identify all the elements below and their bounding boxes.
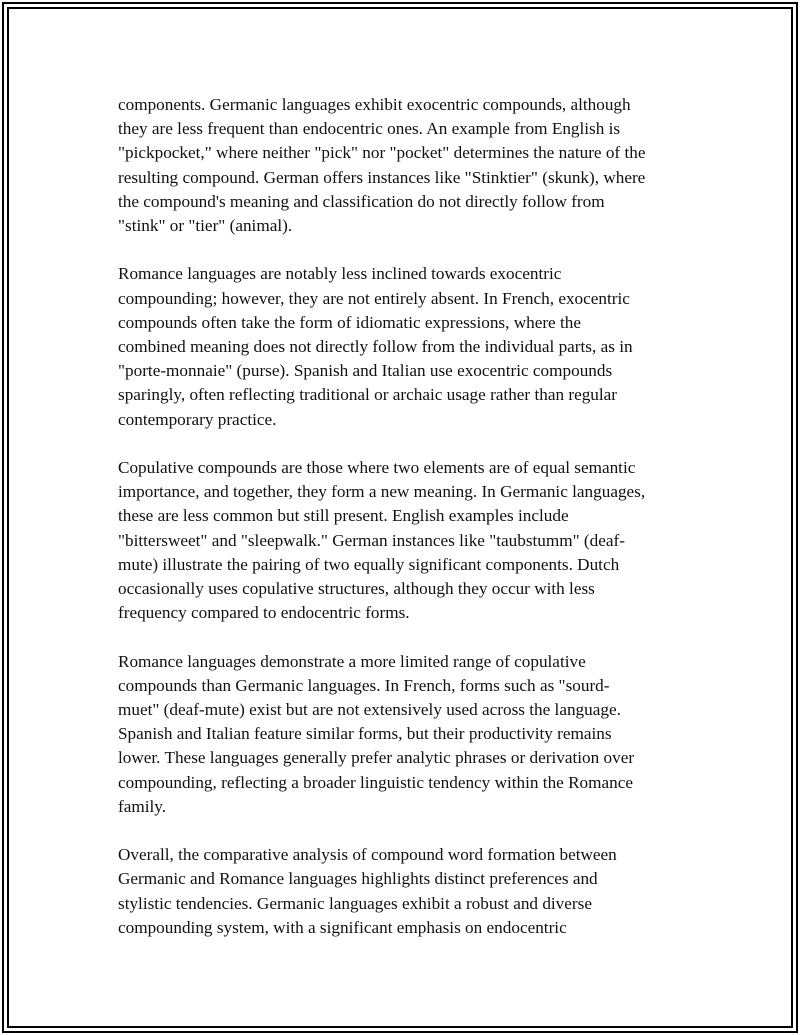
text-line: frequency compared to endocentric forms.: [118, 603, 410, 623]
text-line: family.: [118, 796, 167, 816]
text-line: stylistic tendencies. Germanic languages exhibit a robust and diverse: [118, 893, 592, 913]
text-line: Overall, the comparative analysis of compound word formation between: [118, 845, 617, 865]
text-line: mute) illustrate the pairing of two equally significant components. Dutch: [118, 554, 620, 574]
document-body: [118, 93, 688, 964]
text-line: Romance languages demonstrate a more limited range of copulative: [118, 651, 586, 671]
text-line: compounding, reflecting a broader linguistic tendency within the Romance: [118, 772, 633, 792]
text-line: muet" (deaf-mute) exist but are not extensively used across the language.: [118, 700, 621, 720]
text-line: contemporary practice.: [118, 409, 277, 429]
paragraph: [118, 93, 688, 238]
text-line: compounds than Germanic languages. In French, forms such as "sourd-: [118, 675, 610, 695]
text-line: resulting compound. German offers instances like "Stinktier" (skunk), where: [118, 167, 646, 187]
paragraph: [118, 650, 688, 819]
text-line: importance, and together, they form a new meaning. In Germanic languages,: [118, 482, 646, 502]
paragraph: [118, 843, 688, 940]
text-line: the compound's meaning and classification do not directly follow from: [118, 191, 605, 211]
text-line: sparingly, often reflecting traditional or archaic usage rather than regular: [118, 385, 618, 405]
text-line: these are less common but still present. English examples include: [118, 506, 569, 526]
text-line: lower. These languages generally prefer analytic phrases or derivation over: [118, 748, 635, 768]
text-line: "stink" or "tier" (animal).: [118, 216, 293, 236]
text-line: compounds often take the form of idiomatic expressions, where the: [118, 312, 581, 332]
paragraph: [118, 456, 688, 625]
text-line: they are less frequent than endocentric ones. An example from English is: [118, 119, 621, 139]
text-line: compounding system, with a significant emphasis on endocentric: [118, 917, 567, 937]
paragraph: [118, 262, 688, 431]
text-line: occasionally uses copulative structures, although they occur with less: [118, 579, 595, 599]
text-line: Germanic and Romance languages highlights distinct preferences and: [118, 869, 598, 889]
text-line: combined meaning does not directly follow from the individual parts, as in: [118, 337, 633, 357]
text-line: Romance languages are notably less inclined towards exocentric: [118, 264, 562, 284]
text-line: "bittersweet" and "sleepwalk." German instances like "taubstumm" (deaf-: [118, 530, 625, 550]
text-line: "porte-monnaie" (purse). Spanish and Italian use exocentric compounds: [118, 361, 613, 381]
text-line: components. Germanic languages exhibit exocentric compounds, although: [118, 95, 631, 114]
text-line: compounding; however, they are not entirely absent. In French, exocentric: [118, 288, 630, 308]
text-line: Copulative compounds are those where two elements are of equal semantic: [118, 458, 636, 478]
text-line: Spanish and Italian feature similar forms, but their productivity remains: [118, 724, 612, 744]
text-line: "pickpocket," where neither "pick" nor "pocket" determines the nature of the: [118, 143, 646, 163]
